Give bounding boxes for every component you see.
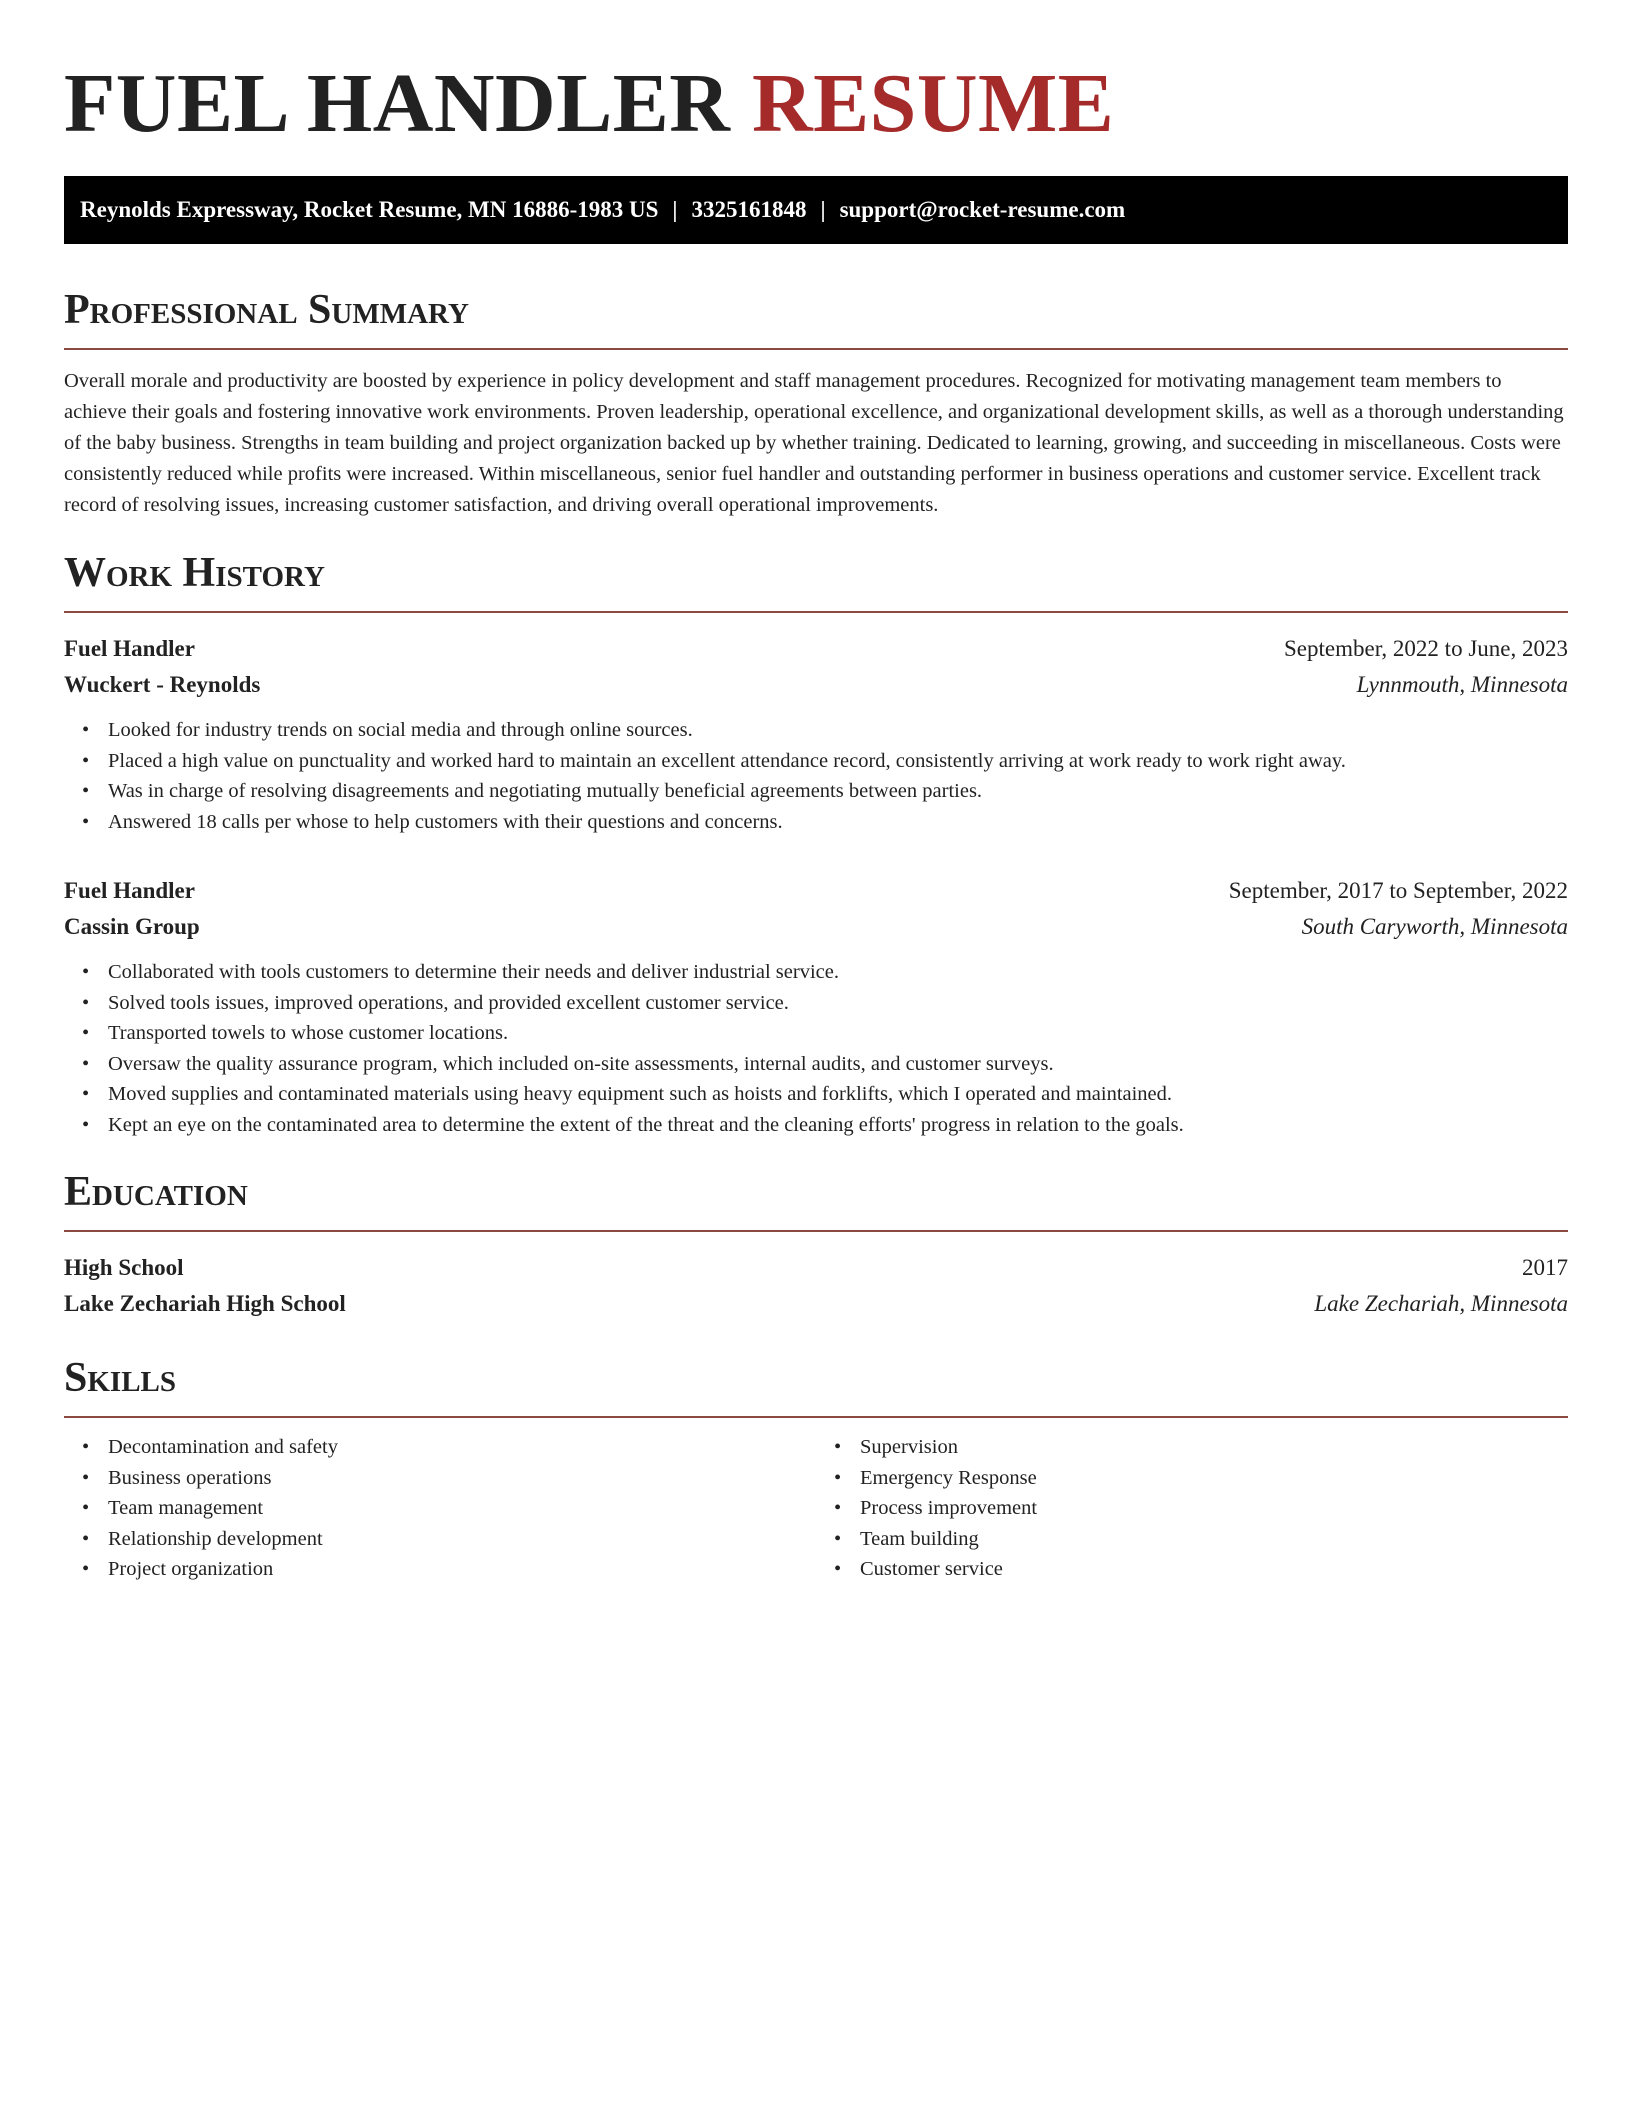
job-location: South Caryworth, Minnesota — [1301, 914, 1568, 939]
job-bullets — [64, 715, 1568, 837]
contact-address: Reynolds Expressway, Rocket Resume, MN 16886-1983 US — [80, 197, 659, 222]
job-bullet: • Placed a high value on punctuality and worked hard to maintain an excellent attendance record, consistently arriving at work ready to work right away. — [108, 746, 1568, 777]
skill-item: • Emergency Response — [860, 1463, 1568, 1494]
skill-item: • Team building — [860, 1524, 1568, 1555]
job-company-row — [64, 667, 1568, 703]
education-degree-row — [64, 1250, 1568, 1286]
job-title: Fuel Handler — [64, 636, 195, 661]
job-bullet: • Kept an eye on the contaminated area to determine the extent of the threat and the cleaning efforts' progress in relation to the goals. — [108, 1110, 1568, 1141]
job-bullet: • Transported towels to whose customer locations. — [108, 1018, 1568, 1049]
contact-separator: | — [672, 197, 678, 222]
skill-item: • Project organization — [108, 1554, 816, 1585]
title-accent: RESUME — [751, 57, 1115, 150]
education-heading: Education — [64, 1166, 1568, 1232]
skills-grid — [64, 1432, 1568, 1585]
job-company: Cassin Group — [64, 914, 200, 939]
education-year: 2017 — [1522, 1255, 1568, 1280]
job-bullet: • Answered 18 calls per whose to help customers with their questions and concerns. — [108, 807, 1568, 838]
skills-heading: Skills — [64, 1352, 1568, 1418]
title-main: FUEL HANDLER — [64, 57, 731, 150]
job-bullet: • Oversaw the quality assurance program, which included on-site assessments, internal audits, and customer surveys. — [108, 1049, 1568, 1080]
job-bullets — [64, 957, 1568, 1140]
job-entry — [64, 873, 1568, 1140]
skill-item: • Customer service — [860, 1554, 1568, 1585]
summary-text: Overall morale and productivity are boosted by experience in policy development and staff management procedures. Recognized for motivating management team members to achieve their goals and fostering innovative work environments. Proven leadership, operational excellence, and organizational development skills, as well as a thorough understanding of the baby business. Strengths in team building and project organization backed up by whether training. Dedicated to learning, growing, and succeeding in miscellaneous. Costs were consistently reduced while profits were increased. Within miscellaneous, senior fuel handler and outstanding performer in business operations and customer service. Excellent track record of resolving issues, increasing customer satisfaction, and driving overall operational improvements. — [64, 370, 1564, 516]
job-company-row — [64, 909, 1568, 945]
contact-bar — [64, 176, 1568, 244]
job-company: Wuckert - Reynolds — [64, 672, 261, 697]
skill-item: • Business operations — [108, 1463, 816, 1494]
work-history-heading: Work History — [64, 547, 1568, 613]
skill-item: • Decontamination and safety — [108, 1432, 816, 1463]
job-bullet: • Looked for industry trends on social media and through online sources. — [108, 715, 1568, 746]
job-location: Lynnmouth, Minnesota — [1356, 672, 1568, 697]
contact-email: support@rocket-resume.com — [839, 197, 1126, 222]
skills-column-right — [816, 1432, 1568, 1585]
summary-heading: Professional Summary — [64, 284, 1568, 350]
job-bullet: • Solved tools issues, improved operations, and provided excellent customer service. — [108, 988, 1568, 1019]
skill-item: • Supervision — [860, 1432, 1568, 1463]
job-dates: September, 2017 to September, 2022 — [1228, 878, 1568, 903]
job-bullet: • Collaborated with tools customers to determine their needs and deliver industrial service. — [108, 957, 1568, 988]
skills-column-left — [64, 1432, 816, 1585]
contact-separator: | — [820, 197, 826, 222]
skill-item: • Process improvement — [860, 1493, 1568, 1524]
job-entry — [64, 631, 1568, 837]
job-bullet: • Moved supplies and contaminated materials using heavy equipment such as hoists and forklifts, which I operated and maintained. — [108, 1079, 1568, 1110]
education-location: Lake Zechariah, Minnesota — [1314, 1291, 1568, 1316]
education-school: Lake Zechariah High School — [64, 1291, 346, 1316]
job-dates: September, 2022 to June, 2023 — [1284, 636, 1568, 661]
skill-item: • Team management — [108, 1493, 816, 1524]
education-entry — [64, 1250, 1568, 1322]
job-title: Fuel Handler — [64, 878, 195, 903]
education-school-row — [64, 1286, 1568, 1322]
resume-title — [64, 0, 1568, 152]
job-title-row — [64, 873, 1568, 909]
job-bullet: • Was in charge of resolving disagreements and negotiating mutually beneficial agreements between parties. — [108, 776, 1568, 807]
skill-item: • Relationship development — [108, 1524, 816, 1555]
job-title-row — [64, 631, 1568, 667]
contact-phone: 3325161848 — [691, 197, 807, 222]
education-degree: High School — [64, 1255, 184, 1280]
